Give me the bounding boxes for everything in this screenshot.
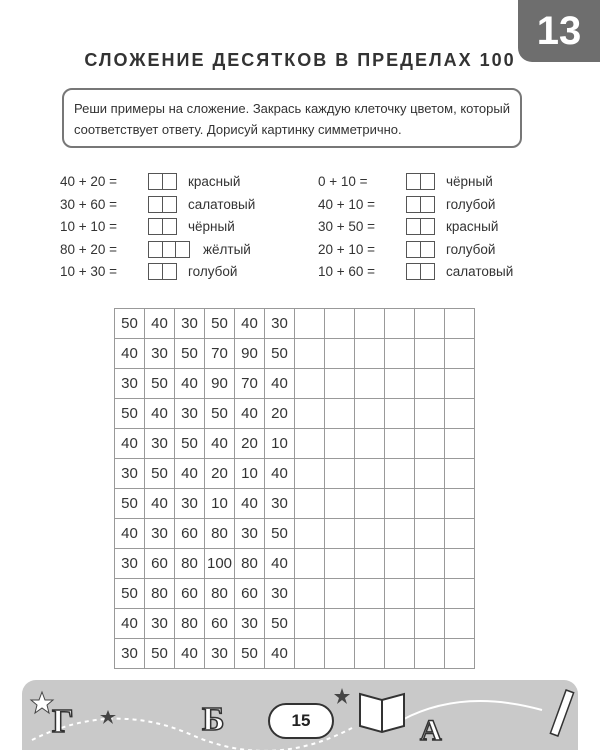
grid-cell[interactable] — [295, 339, 325, 369]
grid-cell[interactable] — [325, 339, 355, 369]
example-row — [318, 262, 513, 282]
grid-row — [115, 609, 475, 639]
grid-cell[interactable] — [445, 369, 475, 399]
grid-cell[interactable] — [385, 309, 415, 339]
grid-cell[interactable] — [295, 459, 325, 489]
grid-cell[interactable] — [385, 429, 415, 459]
grid-cell[interactable] — [415, 489, 445, 519]
color-label: голубой — [188, 264, 238, 279]
coloring-grid — [114, 308, 475, 669]
grid-cell[interactable]: 40 — [265, 639, 295, 669]
grid-cell[interactable] — [295, 429, 325, 459]
grid-cell[interactable] — [295, 369, 325, 399]
grid-cell[interactable]: 80 — [205, 579, 235, 609]
grid-cell[interactable] — [445, 489, 475, 519]
pencil-icon — [550, 690, 573, 736]
grid-cell[interactable] — [355, 459, 385, 489]
grid-row — [115, 459, 475, 489]
example-row — [60, 262, 237, 282]
grid-cell[interactable]: 50 — [205, 309, 235, 339]
grid-cell[interactable]: 80 — [175, 609, 205, 639]
answer-box[interactable] — [420, 218, 435, 235]
grid-cell[interactable]: 30 — [115, 549, 145, 579]
grid-cell[interactable] — [415, 459, 445, 489]
grid-cell[interactable]: 60 — [145, 549, 175, 579]
grid-cell[interactable] — [385, 609, 415, 639]
grid-cell[interactable]: 60 — [175, 579, 205, 609]
grid-cell[interactable] — [415, 609, 445, 639]
grid-cell[interactable]: 10 — [265, 429, 295, 459]
grid-cell[interactable]: 40 — [265, 459, 295, 489]
example-row — [60, 172, 240, 192]
grid-cell[interactable]: 50 — [205, 399, 235, 429]
star-icon — [334, 688, 350, 704]
grid-cell[interactable] — [445, 399, 475, 429]
grid-cell[interactable] — [415, 549, 445, 579]
color-label: чёрный — [188, 219, 235, 234]
grid-cell[interactable] — [385, 549, 415, 579]
color-label: красный — [446, 219, 499, 234]
grid-cell[interactable] — [295, 579, 325, 609]
book-icon — [360, 694, 404, 732]
grid-cell[interactable]: 30 — [145, 339, 175, 369]
grid-cell[interactable] — [355, 609, 385, 639]
color-label: салатовый — [188, 196, 256, 212]
grid-cell[interactable] — [325, 519, 355, 549]
grid-cell[interactable] — [415, 639, 445, 669]
answer-boxes[interactable] — [148, 241, 193, 259]
footer-letter-1: Г — [52, 703, 74, 740]
grid-cell[interactable] — [415, 429, 445, 459]
grid-cell[interactable] — [355, 399, 385, 429]
grid-cell[interactable]: 30 — [115, 459, 145, 489]
footer-letter-3: А — [420, 714, 442, 747]
grid-cell[interactable] — [445, 429, 475, 459]
example-expression: 0 + 10 = — [318, 174, 368, 189]
page-badge: 13 — [518, 0, 600, 62]
grid-cell[interactable]: 10 — [205, 489, 235, 519]
grid-cell[interactable] — [415, 369, 445, 399]
grid-cell[interactable]: 70 — [205, 339, 235, 369]
grid-cell[interactable]: 70 — [235, 369, 265, 399]
grid-cell[interactable] — [355, 339, 385, 369]
grid-cell[interactable]: 30 — [265, 489, 295, 519]
grid-cell[interactable]: 40 — [205, 429, 235, 459]
grid-cell[interactable]: 20 — [205, 459, 235, 489]
grid-cell[interactable] — [415, 309, 445, 339]
grid-cell[interactable]: 40 — [145, 489, 175, 519]
footer-letter-2: Б — [202, 701, 225, 738]
grid-cell[interactable]: 50 — [265, 519, 295, 549]
grid-cell[interactable]: 80 — [145, 579, 175, 609]
grid-cell[interactable]: 40 — [115, 519, 145, 549]
example-row — [60, 217, 235, 237]
color-label: чёрный — [446, 174, 493, 189]
grid-cell[interactable] — [385, 399, 415, 429]
grid-cell[interactable]: 50 — [175, 429, 205, 459]
grid-cell[interactable] — [325, 429, 355, 459]
grid-cell[interactable] — [325, 459, 355, 489]
grid-cell[interactable]: 30 — [175, 309, 205, 339]
star-icon — [100, 710, 116, 724]
grid-row — [115, 429, 475, 459]
grid-cell[interactable]: 20 — [265, 399, 295, 429]
example-row — [318, 195, 495, 215]
page-title: СЛОЖЕНИЕ ДЕСЯТКОВ В ПРЕДЕЛАХ 100 — [84, 50, 516, 70]
grid-cell[interactable]: 30 — [265, 309, 295, 339]
example-row — [318, 217, 498, 237]
example-expression: 40 + 10 = — [318, 196, 376, 212]
grid-cell[interactable]: 10 — [235, 459, 265, 489]
grid-cell[interactable] — [295, 609, 325, 639]
grid-cell[interactable]: 40 — [235, 399, 265, 429]
grid-cell[interactable]: 40 — [265, 369, 295, 399]
grid-row — [115, 369, 475, 399]
grid-row — [115, 579, 475, 609]
color-label: салатовый — [446, 264, 514, 279]
grid-cell[interactable]: 50 — [115, 579, 145, 609]
grid-cell[interactable] — [385, 489, 415, 519]
example-expression: 10 + 60 = — [318, 264, 376, 279]
grid-cell[interactable] — [325, 549, 355, 579]
grid-cell[interactable] — [385, 369, 415, 399]
grid-cell[interactable] — [355, 579, 385, 609]
grid-row — [115, 639, 475, 669]
color-label: жёлтый — [203, 241, 251, 257]
page-number: 15 — [268, 703, 334, 739]
grid-cell[interactable]: 30 — [235, 609, 265, 639]
grid-row — [115, 519, 475, 549]
grid-cell[interactable]: 40 — [115, 609, 145, 639]
grid-cell[interactable]: 40 — [265, 549, 295, 579]
example-expression: 30 + 50 = — [318, 219, 376, 234]
grid-cell[interactable]: 50 — [115, 489, 145, 519]
answer-box[interactable] — [420, 196, 435, 213]
grid-cell[interactable] — [355, 639, 385, 669]
grid-cell[interactable]: 50 — [115, 309, 145, 339]
grid-cell[interactable] — [415, 579, 445, 609]
grid-cell[interactable]: 80 — [175, 549, 205, 579]
grid-cell[interactable] — [445, 309, 475, 339]
answer-boxes[interactable] — [406, 241, 436, 259]
grid-cell[interactable]: 50 — [145, 459, 175, 489]
grid-cell[interactable] — [355, 549, 385, 579]
grid-cell[interactable] — [295, 489, 325, 519]
grid-cell[interactable]: 50 — [115, 399, 145, 429]
grid-cell[interactable]: 40 — [235, 489, 265, 519]
grid-cell[interactable]: 60 — [235, 579, 265, 609]
instruction-box: Реши примеры на сложение. Закрась каждую клеточку цветом, который соответствует ответу. Дорисуй картинку симметрично. — [62, 88, 522, 148]
grid-cell[interactable]: 80 — [205, 519, 235, 549]
answer-boxes[interactable] — [148, 173, 178, 191]
answer-boxes[interactable] — [406, 263, 436, 281]
grid-cell[interactable]: 30 — [265, 579, 295, 609]
answer-boxes[interactable] — [148, 196, 178, 214]
answer-box[interactable] — [420, 263, 435, 280]
grid-cell[interactable]: 20 — [235, 429, 265, 459]
answer-box[interactable] — [175, 241, 190, 258]
grid-row — [115, 549, 475, 579]
grid-cell[interactable]: 30 — [145, 609, 175, 639]
grid-cell[interactable]: 40 — [175, 459, 205, 489]
grid-row — [115, 489, 475, 519]
grid-cell[interactable] — [415, 339, 445, 369]
grid-cell[interactable]: 40 — [145, 309, 175, 339]
grid-cell[interactable] — [295, 519, 325, 549]
grid-cell[interactable]: 30 — [115, 639, 145, 669]
star-icon — [31, 692, 53, 713]
grid-cell[interactable]: 50 — [235, 639, 265, 669]
example-row — [60, 240, 251, 260]
grid-cell[interactable] — [325, 489, 355, 519]
grid-cell[interactable] — [385, 579, 415, 609]
grid-cell[interactable] — [325, 309, 355, 339]
grid-cell[interactable]: 40 — [115, 339, 145, 369]
grid-cell[interactable] — [355, 429, 385, 459]
answer-box[interactable] — [420, 173, 435, 190]
grid-cell[interactable]: 30 — [145, 429, 175, 459]
grid-cell[interactable] — [385, 639, 415, 669]
grid-cell[interactable] — [295, 309, 325, 339]
answer-boxes[interactable] — [148, 218, 178, 236]
grid-cell[interactable] — [325, 579, 355, 609]
grid-cell[interactable] — [385, 459, 415, 489]
grid-cell[interactable]: 30 — [235, 519, 265, 549]
grid-cell[interactable] — [295, 399, 325, 429]
grid-cell[interactable]: 40 — [175, 639, 205, 669]
answer-boxes[interactable] — [148, 263, 178, 281]
grid-cell[interactable] — [385, 339, 415, 369]
example-expression: 10 + 10 = — [60, 219, 118, 234]
grid-cell[interactable] — [325, 399, 355, 429]
grid-cell[interactable] — [415, 519, 445, 549]
grid-cell[interactable]: 50 — [145, 639, 175, 669]
answer-box[interactable] — [162, 196, 177, 213]
color-label: голубой — [446, 241, 496, 257]
grid-cell[interactable]: 30 — [145, 519, 175, 549]
grid-cell[interactable]: 90 — [205, 369, 235, 399]
grid-cell[interactable]: 40 — [145, 399, 175, 429]
answer-box[interactable] — [162, 263, 177, 280]
grid-cell[interactable] — [415, 399, 445, 429]
answer-box[interactable] — [420, 241, 435, 258]
grid-cell[interactable] — [355, 489, 385, 519]
grid-cell[interactable]: 60 — [175, 519, 205, 549]
grid-cell[interactable]: 50 — [145, 369, 175, 399]
grid-cell[interactable] — [355, 369, 385, 399]
grid-cell[interactable] — [445, 549, 475, 579]
grid-cell[interactable] — [445, 459, 475, 489]
grid-cell[interactable] — [325, 609, 355, 639]
example-expression: 20 + 10 = — [318, 241, 376, 257]
grid-cell[interactable]: 40 — [115, 429, 145, 459]
answer-boxes[interactable] — [406, 218, 436, 236]
grid-row — [115, 339, 475, 369]
grid-cell[interactable]: 30 — [205, 639, 235, 669]
grid-cell[interactable] — [325, 369, 355, 399]
grid-cell[interactable]: 30 — [175, 489, 205, 519]
grid-cell[interactable] — [445, 519, 475, 549]
example-expression: 80 + 20 = — [60, 241, 118, 257]
answer-boxes[interactable] — [406, 173, 436, 191]
grid-cell[interactable] — [295, 639, 325, 669]
grid-cell[interactable]: 30 — [175, 399, 205, 429]
grid-cell[interactable] — [445, 339, 475, 369]
answer-box[interactable] — [162, 173, 177, 190]
example-expression: 40 + 20 = — [60, 174, 118, 189]
grid-cell[interactable] — [355, 519, 385, 549]
example-row — [60, 195, 255, 215]
grid-cell[interactable]: 90 — [235, 339, 265, 369]
grid-cell[interactable] — [445, 579, 475, 609]
example-expression: 30 + 60 = — [60, 196, 118, 212]
grid-cell[interactable]: 50 — [265, 609, 295, 639]
grid-cell[interactable] — [445, 609, 475, 639]
grid-row — [115, 309, 475, 339]
answer-box[interactable] — [162, 218, 177, 235]
answer-boxes[interactable] — [406, 196, 436, 214]
grid-cell[interactable] — [325, 639, 355, 669]
grid-cell[interactable] — [295, 549, 325, 579]
grid-cell[interactable]: 30 — [115, 369, 145, 399]
grid-cell[interactable]: 60 — [205, 609, 235, 639]
example-row — [318, 172, 493, 192]
grid-cell[interactable]: 40 — [235, 309, 265, 339]
grid-cell[interactable]: 40 — [175, 369, 205, 399]
grid-cell[interactable] — [355, 309, 385, 339]
grid-cell[interactable]: 50 — [265, 339, 295, 369]
color-label: голубой — [446, 196, 496, 212]
grid-cell[interactable] — [445, 639, 475, 669]
grid-cell[interactable]: 100 — [205, 549, 235, 579]
grid-cell[interactable]: 80 — [235, 549, 265, 579]
example-row — [318, 240, 495, 260]
grid-cell[interactable]: 50 — [175, 339, 205, 369]
example-expression: 10 + 30 = — [60, 264, 118, 279]
grid-cell[interactable] — [385, 519, 415, 549]
color-label: красный — [188, 174, 241, 189]
grid-row — [115, 399, 475, 429]
